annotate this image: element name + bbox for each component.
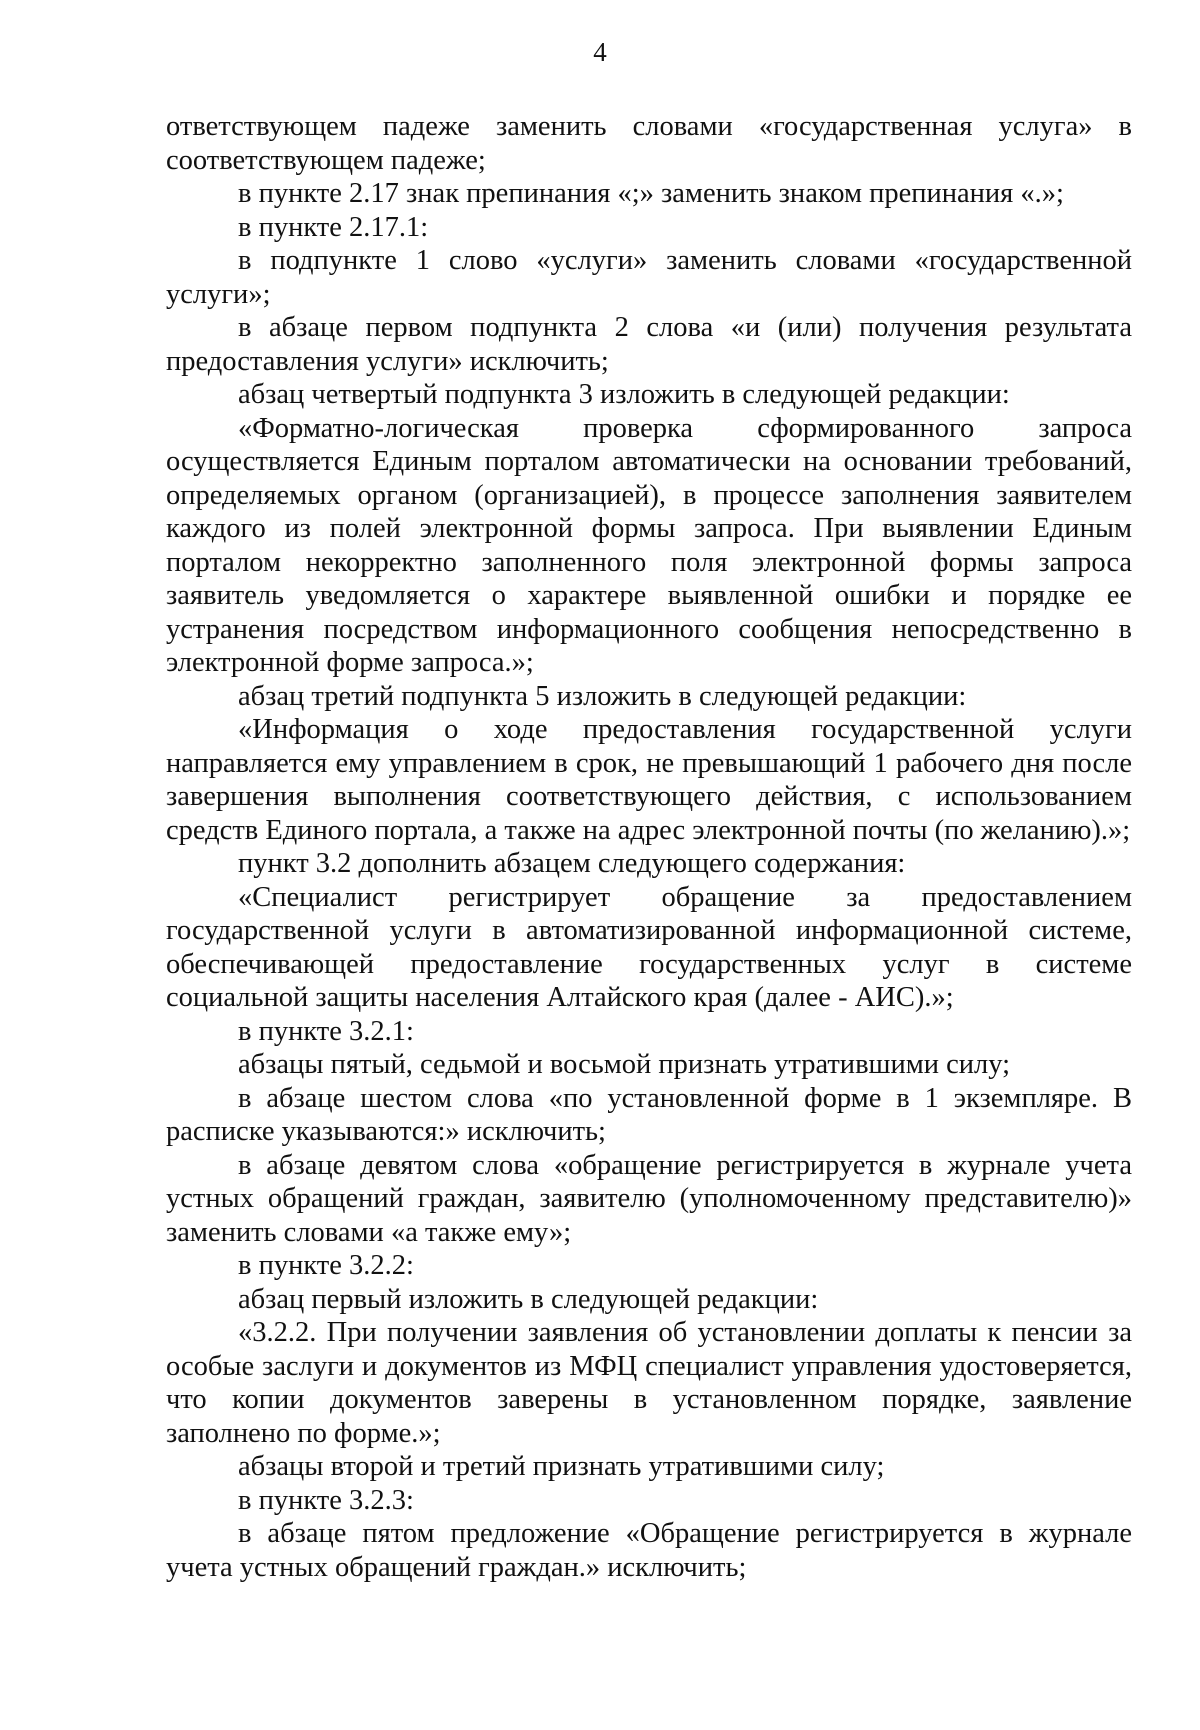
- paragraph: в абзаце пятом предложение «Обращение регистрируется в журнале учета устных обращений граждан.» исключить;: [166, 1518, 1132, 1583]
- paragraph: в пункте 2.17 знак препинания «;» заменить знаком препинания «.»;: [238, 178, 1064, 209]
- paragraph: в абзаце шестом слова «по установленной форме в 1 экземпляре. В расписке указываются:» исключить;: [166, 1082, 1132, 1147]
- paragraph: «Специалист регистрирует обращение за предоставлением государственной услуги в автоматизированной информационной системе, обеспечивающей предоставление государственных услуг в системе социальной защиты населения Алтайского края (далее - АИС).»;: [166, 881, 1132, 1013]
- paragraph: ответствующем падеже заменить словами «государственная услуга» в соответствующем падеже;: [166, 111, 1132, 176]
- paragraph: абзацы пятый, седьмой и восьмой признать утратившими силу;: [238, 1049, 1011, 1080]
- paragraph: «Форматно-логическая проверка сформированного запроса осуществляется Единым порталом автоматически на основании требований, определяемых органом (организацией), в процессе заполнения заявителем каждого из полей электронной формы запроса. При выявлении Единым порталом некорректно заполненного поля электронной формы запроса заявитель уведомляется о характере выявленной ошибки и порядке ее устранения посредством информационного сообщения непосредственно в электронной форме запроса.»;: [166, 412, 1132, 678]
- paragraph: в абзаце девятом слова «обращение регистрируется в журнале учета устных обращений граждан, заявителю (уполномоченному представителю)» заменить словами «а также ему»;: [166, 1149, 1132, 1248]
- paragraph: в пункте 3.2.2:: [238, 1250, 414, 1281]
- paragraph: в подпункте 1 слово «услуги» заменить словами «государственной услуги»;: [166, 245, 1132, 310]
- paragraph: абзацы второй и третий признать утратившими силу;: [238, 1451, 885, 1482]
- page-number: 4: [593, 37, 607, 67]
- paragraph: пункт 3.2 дополнить абзацем следующего содержания:: [238, 848, 906, 879]
- paragraph: в пункте 2.17.1:: [238, 211, 429, 243]
- paragraph: «3.2.2. При получении заявления об установлении доплаты к пенсии за особые заслуги и документов из МФЦ специалист управления удостоверяется, что копии документов заверены в установленном порядке, заявление заполнено по форме.»;: [166, 1317, 1132, 1449]
- paragraph: в пункте 3.2.1:: [238, 1015, 414, 1047]
- paragraph: абзац четвертый подпункта 3 изложить в следующей редакции:: [238, 379, 1010, 410]
- paragraph: «Информация о ходе предоставления государственной услуги направляется ему управлением в срок, не превышающий 1 рабочего дня после завершения выполнения соответствующего действия, с использованием средств Единого портала, а также на адрес электронной почты (по желанию).»;: [166, 714, 1132, 846]
- paragraph: в абзаце первом подпункта 2 слова «и (или) получения результата предоставления услуги» исключить;: [166, 312, 1132, 377]
- document-body: [166, 110, 1132, 1584]
- paragraph: абзац третий подпункта 5 изложить в следующей редакции:: [238, 680, 967, 712]
- paragraph: абзац первый изложить в следующей редакции:: [238, 1283, 819, 1315]
- paragraph: в пункте 3.2.3:: [238, 1484, 414, 1516]
